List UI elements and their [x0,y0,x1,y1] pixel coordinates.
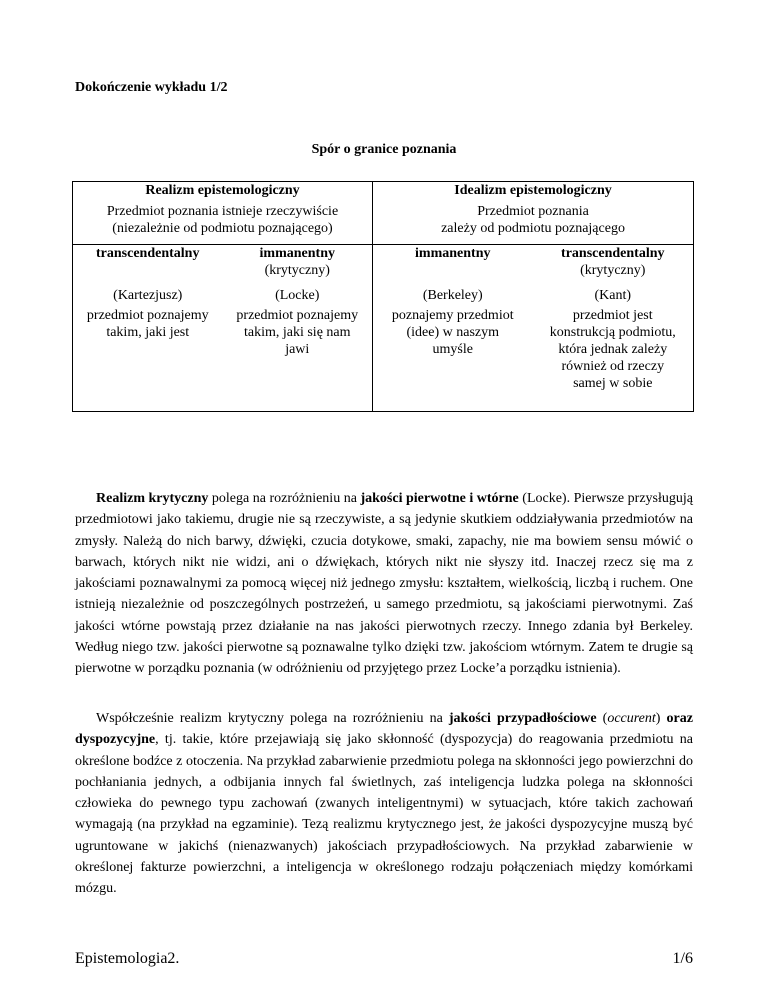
document-title: Spór o granice poznania [311,142,457,157]
column-author: (Locke) [275,287,320,303]
column-author: (Berkeley) [373,287,533,308]
idealism-header: Idealizm epistemologiczny [373,182,694,203]
comparison-table [72,181,694,412]
paragraph-contemporary-realism: Współcześnie realizm krytyczny polega na rozróżnieniu na jakości przypadłościowe (occurent) oraz dyspozycyjne, tj. takie, które przejawiają się jako skłonność (dyspozycja) do reagowania przedmiotu na określone bodźce z otoczenia. Na przykład zabarwienie przedmiotu polega na skłonności jego powierzchni do pochłaniania jednych, a odbijania innych fal świetlnych, zaś inteligencja ludzka polega na skłonności człowieka do pewnego typu zachowań (zwanych inteligentnymi) w sytuacjach, które takich zachowań wymagają (na przykład na egzaminie). Tezą realizmu krytycznego jest, że jakości dyspozycyjne muszą być ugruntowane w jakichś (nienazwanych) jakościach przypadłościowych. Na przykład zabarwienie w określonej fakturze powierzchni, a inteligencja w określonego rodzaju połączeniach między komórkami mózgu. [75,711,693,897]
column-type: immanentny [373,245,533,287]
column-author: (Kartezjusz) [73,287,223,308]
column-type: transcendentalny [73,245,223,287]
column-description: poznajemy przedmiot (idee) w naszym umyśle [373,307,533,411]
footer-document-name: Epistemologia2. [75,950,180,967]
idealism-description-line1: Przedmiot poznania [477,203,589,219]
footer-page-number: 1/6 [672,950,693,967]
realism-description [73,203,373,245]
document-heading: Dokończenie wykładu 1/2 [75,80,228,95]
column-type: immanentny (krytyczny) [259,246,335,279]
idealism-description-line2: zależy od podmiotu poznającego [441,220,625,236]
realism-description-line1: Przedmiot poznania istnieje rzeczywiście [106,203,339,219]
column-type: transcendentalny (krytyczny) [533,245,694,287]
column-author: (Kant) [533,287,694,308]
idealism-description [373,203,694,245]
paragraph-critical-realism: Realizm krytyczny polega na rozróżnieniu na jakości pierwotne i wtórne (Locke). Pierwsze przysługują przedmiotowi jako takiemu, drugie nie są rzeczywiste, a są jedynie skutkiem oddziaływania przedmiotów na zmysły. Należą do nich barwy, dźwięki, czucia dotykowe, smaki, zapachy, nie ma bowiem sensu mówić o barwach, których nikt nie widzi, ani o dźwiękach, których nikt nie słyszy itd. Inaczej rzecz się ma z jakościami poznawalnymi za pomocą więcej niż jednego zmysłu: kształtem, wielkością, liczbą i ruchem. One istnieją niezależnie od poszczególnych postrzeżeń, u samego przedmiotu, są jakościami pierwotnymi. Zaś jakości wtórne powstają przez działanie na nas jakości pierwotnych rzeczy. Innego zdania był Berkeley. Według niego tzw. jakości pierwotne są poznawalne tylko dzięki tzw. jakościom wtórnym. Zatem te drugie są pierwotne w porządku poznania (w odróżnieniu od przyjętego przez Locke’a porządku istnienia). [75,491,693,677]
column-description: przedmiot poznajemy takim, jaki jest [73,307,223,411]
realism-description-line2: (niezależnie od podmiotu poznającego) [112,220,333,236]
realism-header: Realizm epistemologiczny [73,182,373,203]
column-description: przedmiot poznajemy takim, jaki się nam jawi [236,308,359,358]
column-description: przedmiot jest konstrukcją podmiotu, która jednak zależy również od rzeczy samej w sobie [533,307,694,411]
